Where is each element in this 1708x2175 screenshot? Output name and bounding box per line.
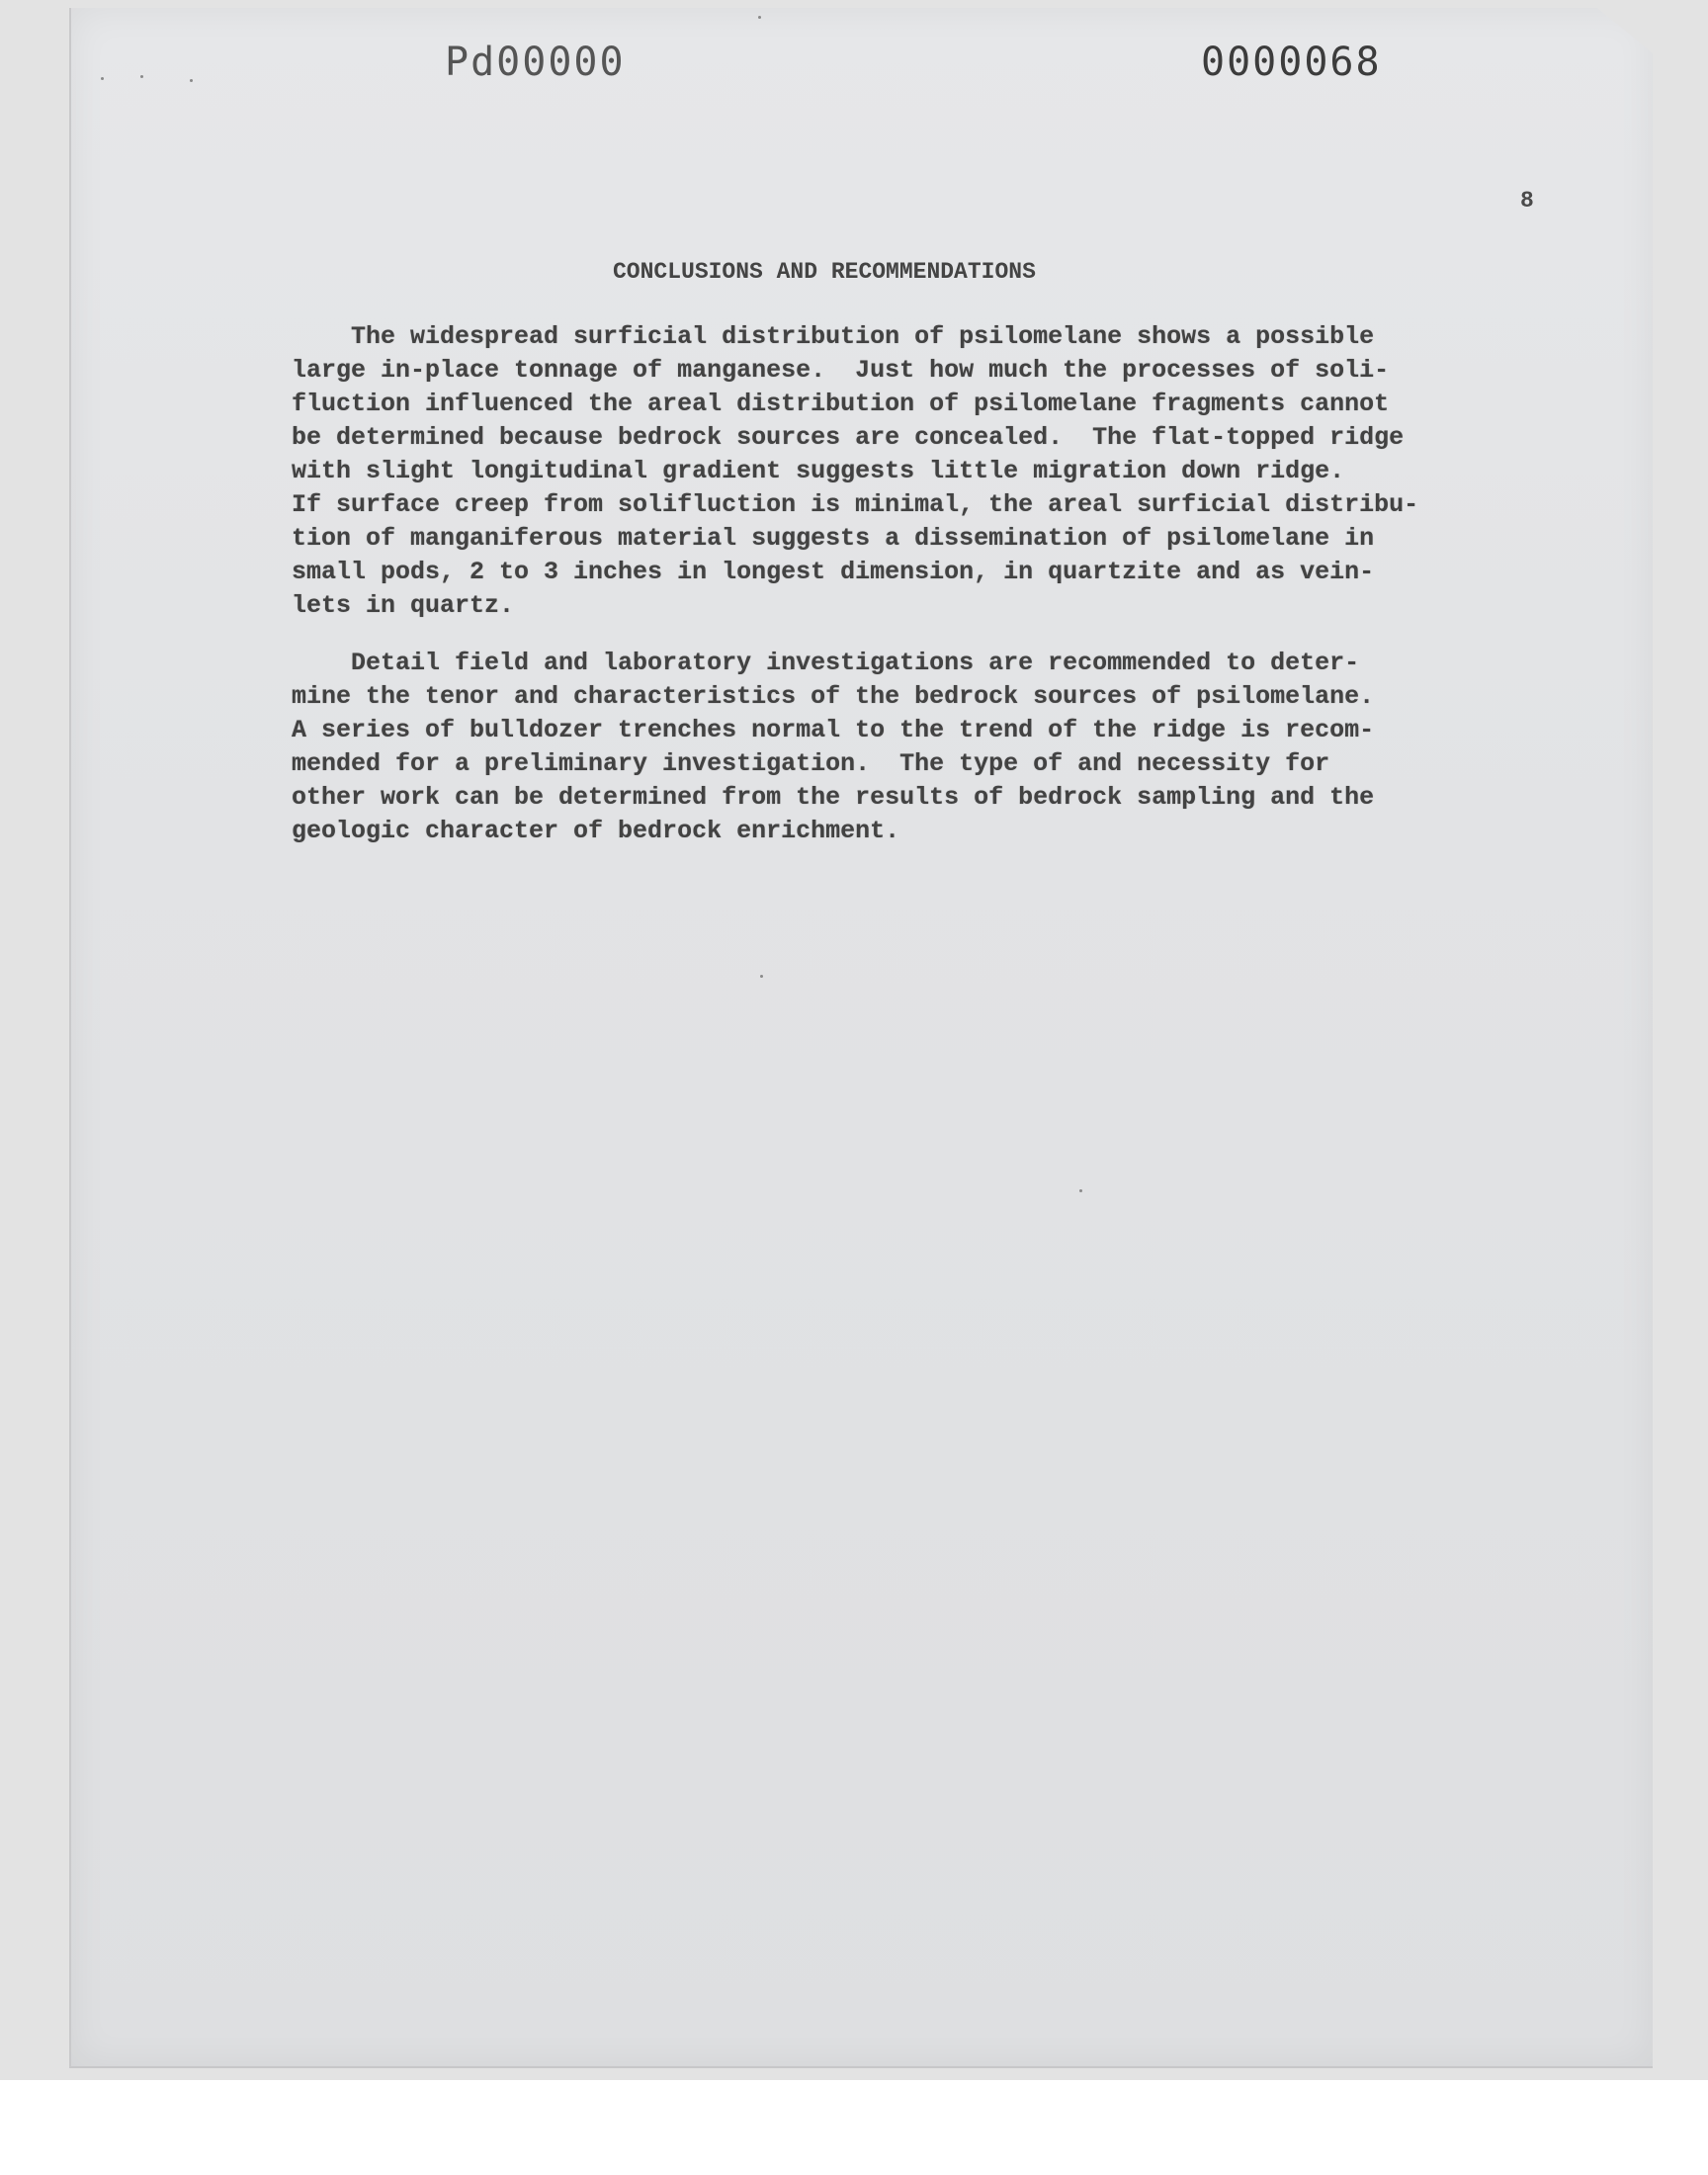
document-stamp-left: Pd00000 — [445, 40, 626, 85]
paper-speck — [760, 975, 763, 978]
document-page — [69, 8, 1653, 2068]
paper-speck — [190, 79, 193, 82]
paper-speck — [1079, 1189, 1082, 1192]
section-heading: CONCLUSIONS AND RECOMMENDATIONS — [613, 259, 1036, 285]
document-stamp-right: 0000068 — [1201, 40, 1382, 85]
paper-speck — [101, 77, 104, 80]
paper-speck — [758, 16, 761, 19]
page-number: 8 — [1520, 188, 1534, 214]
paper-speck — [140, 75, 143, 78]
paragraph-conclusions: The widespread surficial distribution of psilomelane shows a possible large in-place tonnage of manganese. Just how much the processes of soli- fluction influenced the areal distribution of psilomelane fragments cannot be determined because bedrock sources are concealed. The flat-topped ridge with slight longitudinal gradient suggests little migration down ridge. If surface creep from solifluction is minimal, the areal surficial distribu- tion of manganiferous material suggests a dissemination of psilomelane in small pods, 2 to 3 inches in longest dimension, in quartzite and as vein- lets in quartz. — [292, 322, 1419, 620]
paragraph-recommendations: Detail field and laboratory investigations are recommended to deter- mine the tenor and characteristics of the bedrock sources of psilomelane. A series of bulldozer trenches normal to the trend of the ridge is recom- mended for a preliminary investigation. The type of and necessity for other work can be determined from the results of bedrock sampling and the geologic character of bedrock enrichment. — [292, 649, 1375, 845]
